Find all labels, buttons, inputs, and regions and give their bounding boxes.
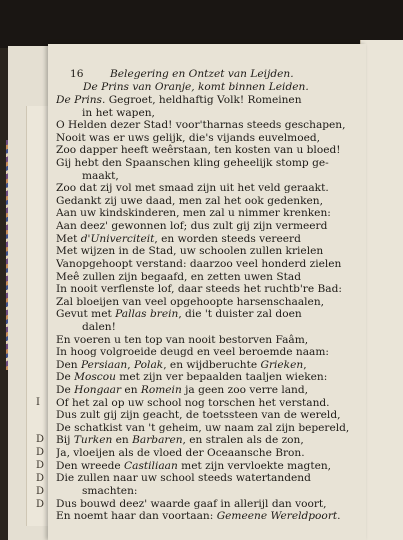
line-text: O Helden dezer Stad! voor'tharnas steeds geschapen, [56, 119, 346, 132]
verse-lines [56, 94, 362, 523]
verse-line [56, 144, 362, 157]
verse-line [56, 321, 362, 334]
line-text: in het wapen, [82, 106, 155, 119]
line-text: De [56, 384, 75, 397]
verse-line [56, 258, 362, 271]
line-text: , en wijdberuchte [163, 358, 261, 371]
verse-line [56, 371, 362, 384]
verse-line [56, 460, 362, 473]
line-text: Gevut met [56, 308, 116, 321]
margin-letter: D [36, 499, 45, 510]
line-text: , die 't duister zal doen [178, 308, 302, 321]
running-title: Belegering en Ontzet van Leijden. [110, 68, 294, 80]
margin-letter: D [36, 473, 45, 484]
verse-line [56, 472, 362, 485]
line-text: In nooit verflenste lof, daar steeds het ruchtb're Bad: [56, 283, 342, 296]
line-text: dalen! [82, 320, 116, 333]
page-number: 16 [70, 68, 84, 80]
verse-line [56, 409, 362, 422]
verse-line [56, 498, 362, 511]
italic-name: Grieken [260, 358, 304, 371]
verse-line [56, 94, 362, 107]
line-text: En noemt haar dan voortaan: [56, 510, 217, 523]
line-text: met zijn ver bepaalden taaljen wieken: [115, 371, 328, 384]
line-text: Meê zullen zijn begaafd, en zetten uwen Stad [56, 270, 301, 283]
verse-line [56, 170, 362, 183]
verse-line [56, 422, 362, 435]
line-text: Nooit was er uws gelijk, die's vijands euvelmoed, [56, 131, 321, 144]
page-text [56, 68, 362, 523]
line-text: Ja, vloeijen als de vloed der Oceaansche Bron. [56, 447, 305, 460]
margin-letter: D [36, 460, 45, 471]
margin-letter: D [36, 486, 45, 497]
italic-name: Moscou [74, 371, 116, 384]
verse-line [56, 296, 362, 309]
verse-line [56, 346, 362, 359]
margin-letter: D [36, 447, 45, 458]
verse-line [56, 334, 362, 347]
verse-line [56, 434, 362, 447]
italic-name: Romein [140, 384, 182, 397]
running-head [56, 68, 362, 81]
verse-line [56, 384, 362, 397]
line-text: Zoo dat zij vol met smaad zijn uit het veld geraakt. [56, 182, 329, 195]
line-text: , en stralen als de zon, [182, 434, 304, 447]
verse-line [56, 233, 362, 246]
verse-line [56, 132, 362, 145]
italic-name: Gemeene Wereldpoort [216, 510, 338, 523]
verse-line [56, 397, 362, 410]
line-text: smachten: [82, 484, 138, 497]
line-text: Aan deez' gewonnen lof; dus zult gij zijn vermeerd [56, 220, 328, 233]
verse-line [56, 308, 362, 321]
verse-line [56, 220, 362, 233]
line-text: Gedankt zij uwe daad, men zal het ook gedenken, [56, 194, 323, 207]
margin-letters [36, 397, 48, 511]
line-text: Den [56, 358, 81, 371]
italic-name: Turken [73, 434, 113, 447]
italic-name: Persiaan [80, 358, 128, 371]
verse-line [56, 447, 362, 460]
line-text: , [303, 358, 307, 371]
line-text: Bij [56, 434, 74, 447]
line-text: Dus zult gij zijn geacht, de toetssteen van de wereld, [56, 409, 341, 422]
verse-line [56, 195, 362, 208]
line-text: In hoog volgroeide deugd en veel beroemde naam: [56, 346, 329, 359]
line-text: en [112, 434, 133, 447]
line-text: Met wijzen in de Stad, uw schoolen zullen krielen [56, 245, 324, 258]
line-text: ja geen zoo verre land, [181, 384, 309, 397]
line-text: Zal bloeijen van veel opgehoopte harsenschaalen, [56, 295, 325, 308]
line-text: Den wreede [56, 459, 125, 472]
margin-mark: I [36, 397, 40, 408]
line-text: Zoo dapper heeft weêrstaan, ten kosten van u bloed! [56, 144, 341, 157]
line-text: Vanopgehoopt verstand: daarzoo veel honderd zielen [56, 257, 342, 270]
line-text: en [121, 384, 141, 397]
italic-name: d'Univerciteit [80, 232, 155, 245]
italic-name: Barbaren [132, 434, 183, 447]
line-text: Aan uw kindskinderen, men zal u nimmer krenken: [56, 207, 331, 220]
line-text: met zijn vervloekte magten, [177, 459, 332, 472]
line-text: Dus bouwd deez' waarde gaaf in allerijl dan voort, [56, 497, 327, 510]
verse-line [56, 207, 362, 220]
verse-line [56, 485, 362, 498]
italic-name: Polak [133, 358, 164, 371]
verse-line [56, 359, 362, 372]
italic-name: Pallas brein [115, 308, 179, 321]
verse-line [56, 119, 362, 132]
verse-line [56, 245, 362, 258]
speaker-label: De Prins. [56, 94, 106, 106]
verse-line [56, 182, 362, 195]
italic-name: Hongaar [74, 384, 122, 397]
line-text: maakt, [82, 169, 119, 182]
verse-line [56, 107, 362, 120]
line-text: De [56, 371, 75, 384]
verse-line [56, 510, 362, 523]
line-text: , [127, 358, 134, 371]
line-text: De schatkist van 't geheim, uw naam zal zijn bepereld, [56, 421, 350, 434]
line-text: En voeren u ten top van nooit bestorven Faâm, [56, 333, 309, 346]
line-text: Die zullen naar uw school steeds watertandend [56, 472, 311, 485]
verse-line [56, 271, 362, 284]
italic-name: Castiliaan [124, 459, 178, 472]
verse-line [56, 157, 362, 170]
line-text: Gij hebt den Spaanschen kling geheelijk stomp ge- [56, 157, 329, 170]
scene-heading: De Prins van Oranje, komt binnen Leiden. [83, 81, 309, 93]
line-text: Met [56, 232, 81, 245]
line-text: , en worden steeds vereerd [154, 232, 301, 245]
right-page-edge [360, 40, 403, 540]
line-text: Of het zal op uw school nog torschen het verstand. [56, 396, 330, 409]
verse-line [56, 283, 362, 296]
line-text: . [337, 510, 341, 523]
line-text: Gegroet, heldhaftig Volk! Romeinen [108, 94, 302, 106]
margin-letter: D [36, 434, 45, 445]
